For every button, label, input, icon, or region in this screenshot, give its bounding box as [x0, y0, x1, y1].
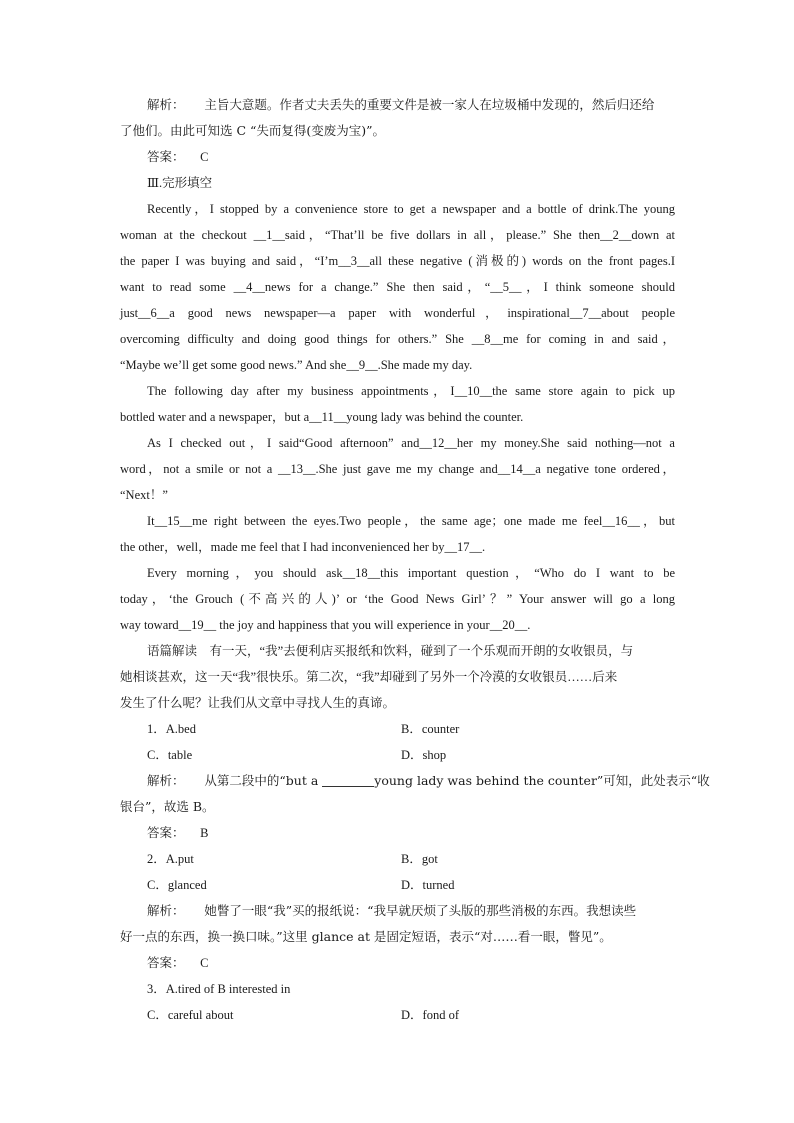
q1-option-d: D．shop [401, 748, 447, 762]
passage-line: bottled water and a newspaper，but a__11__young lady was behind the counter. [120, 410, 524, 424]
summary-label: 语篇解读 [147, 644, 198, 658]
prev-analysis-line-2: 了他们。由此可知选 C “失而复得(变废为宝)”。 [120, 123, 386, 138]
q2-option-d: D．turned [401, 878, 455, 892]
passage-line: It__15__me right between the eyes.Two people，the same age；one made me feel__16__，but [147, 514, 675, 528]
q3-options-ab: 3．A.tired of B interested in [147, 982, 291, 996]
prev-analysis-line [120, 92, 675, 118]
answer-label: 答案： [147, 826, 185, 840]
q2-answer-line [120, 950, 675, 976]
passage-line: just__6__a good news newspaper—a paper with wonderful，inspirational__7__about people [120, 306, 675, 320]
summary-line-2: 她相谈甚欢，这一天“我”很快乐。第二次，“我”却碰到了另外一个冷漠的女收银员……后来 [120, 670, 618, 684]
passage-line: overcoming difficulty and doing good things for others.” She __8__me for coming in and said， [120, 332, 675, 346]
analysis-label: 解析： [147, 97, 185, 112]
q1-options-ab [120, 716, 675, 742]
passage-line: The following day after my business appointments，I__10__the same store again to pick up [147, 384, 675, 398]
passage-line: want to read some __4__news for a change.” She then said，“__5__，I think someone should [120, 280, 675, 294]
answer-value: B [200, 826, 209, 840]
analysis-label: 解析： [147, 773, 185, 788]
q2-option-a: 2．A.put [147, 852, 194, 866]
document-page [120, 92, 710, 1028]
passage-line: the paper I was buying and said，“I’m__3__all these negative (消极的) words on the front pages.I [120, 254, 675, 268]
q1-options-cd [120, 742, 675, 768]
q3-option-d: D．fond of [401, 1008, 459, 1022]
passage-line: the other，well，made me feel that I had inconvenienced her by__17__. [120, 540, 486, 554]
passage-line: Every morning，you should ask__18__this important question，“Who do I want to be [147, 566, 675, 580]
q1-analysis-line [120, 768, 710, 794]
q3-option-c: C．careful about [147, 1008, 234, 1022]
passage-line: “Next！” [120, 488, 168, 502]
analysis-text: young lady was behind the counter”可知，此处表示“收 [374, 773, 710, 788]
answer-blank [322, 774, 374, 787]
summary-text: 有一天，“我”去便利店买报纸和饮料，碰到了一个乐观而开朗的女收银员，与 [209, 644, 634, 658]
passage-line: way toward__19__ the joy and happiness that you will experience in your__20__. [120, 618, 531, 632]
q2-analysis-line-2: 好一点的东西，换一换口味。”这里 glance at 是固定短语，表示“对……看一眼，瞥见”。 [120, 929, 612, 944]
passage-line: woman at the checkout __1__said，“That’ll be five dollars in all，please.” She then__2__down at [120, 228, 675, 242]
analysis-text: 从第二段中的“but a [204, 773, 319, 788]
q3-options-cd [120, 1002, 675, 1028]
q2-option-b: B．got [401, 852, 438, 866]
q1-option-b: B．counter [401, 722, 460, 736]
answer-value: C [200, 150, 209, 164]
q2-options-ab [120, 846, 675, 872]
section-title: Ⅲ.完形填空 [147, 176, 213, 190]
q1-analysis-line-2: 银台”，故选 B。 [120, 799, 215, 814]
summary-line [120, 638, 675, 664]
passage-line: Recently，I stopped by a convenience store to get a newspaper and a bottle of drink.The young [147, 202, 675, 216]
q1-answer-line [120, 820, 675, 846]
prev-answer-line [120, 144, 675, 170]
answer-value: C [200, 956, 209, 970]
analysis-text: 她瞥了一眼“我”买的报纸说：“我早就厌烦了头版的那些消极的东西。我想读些 [204, 903, 637, 918]
summary-line-3: 发生了什么呢？让我们从文章中寻找人生的真谛。 [120, 696, 396, 710]
q2-option-c: C．glanced [147, 878, 207, 892]
analysis-text: 主旨大意题。作者丈夫丢失的重要文件是被一家人在垃圾桶中发现的，然后归还给 [204, 97, 655, 112]
answer-label: 答案： [147, 956, 185, 970]
passage-line: “Maybe we’ll get some good news.” And she__9__.She made my day. [120, 358, 473, 372]
q1-option-c: C．table [147, 748, 193, 762]
q2-options-cd [120, 872, 675, 898]
answer-label: 答案： [147, 150, 185, 164]
q2-analysis-line [120, 898, 675, 924]
analysis-label: 解析： [147, 903, 185, 918]
passage-line: As I checked out，I said“Good afternoon” and__12__her my money.She said nothing—not a [147, 436, 675, 450]
passage-line: today，‘the Grouch (不高兴的人)’ or ‘the Good News Girl’？” Your answer will go a long [120, 592, 675, 606]
q1-option-a: 1．A.bed [147, 722, 196, 736]
passage-line: word，not a smile or not a __13__.She just gave me my change and__14__a negative tone ordered， [120, 462, 675, 476]
